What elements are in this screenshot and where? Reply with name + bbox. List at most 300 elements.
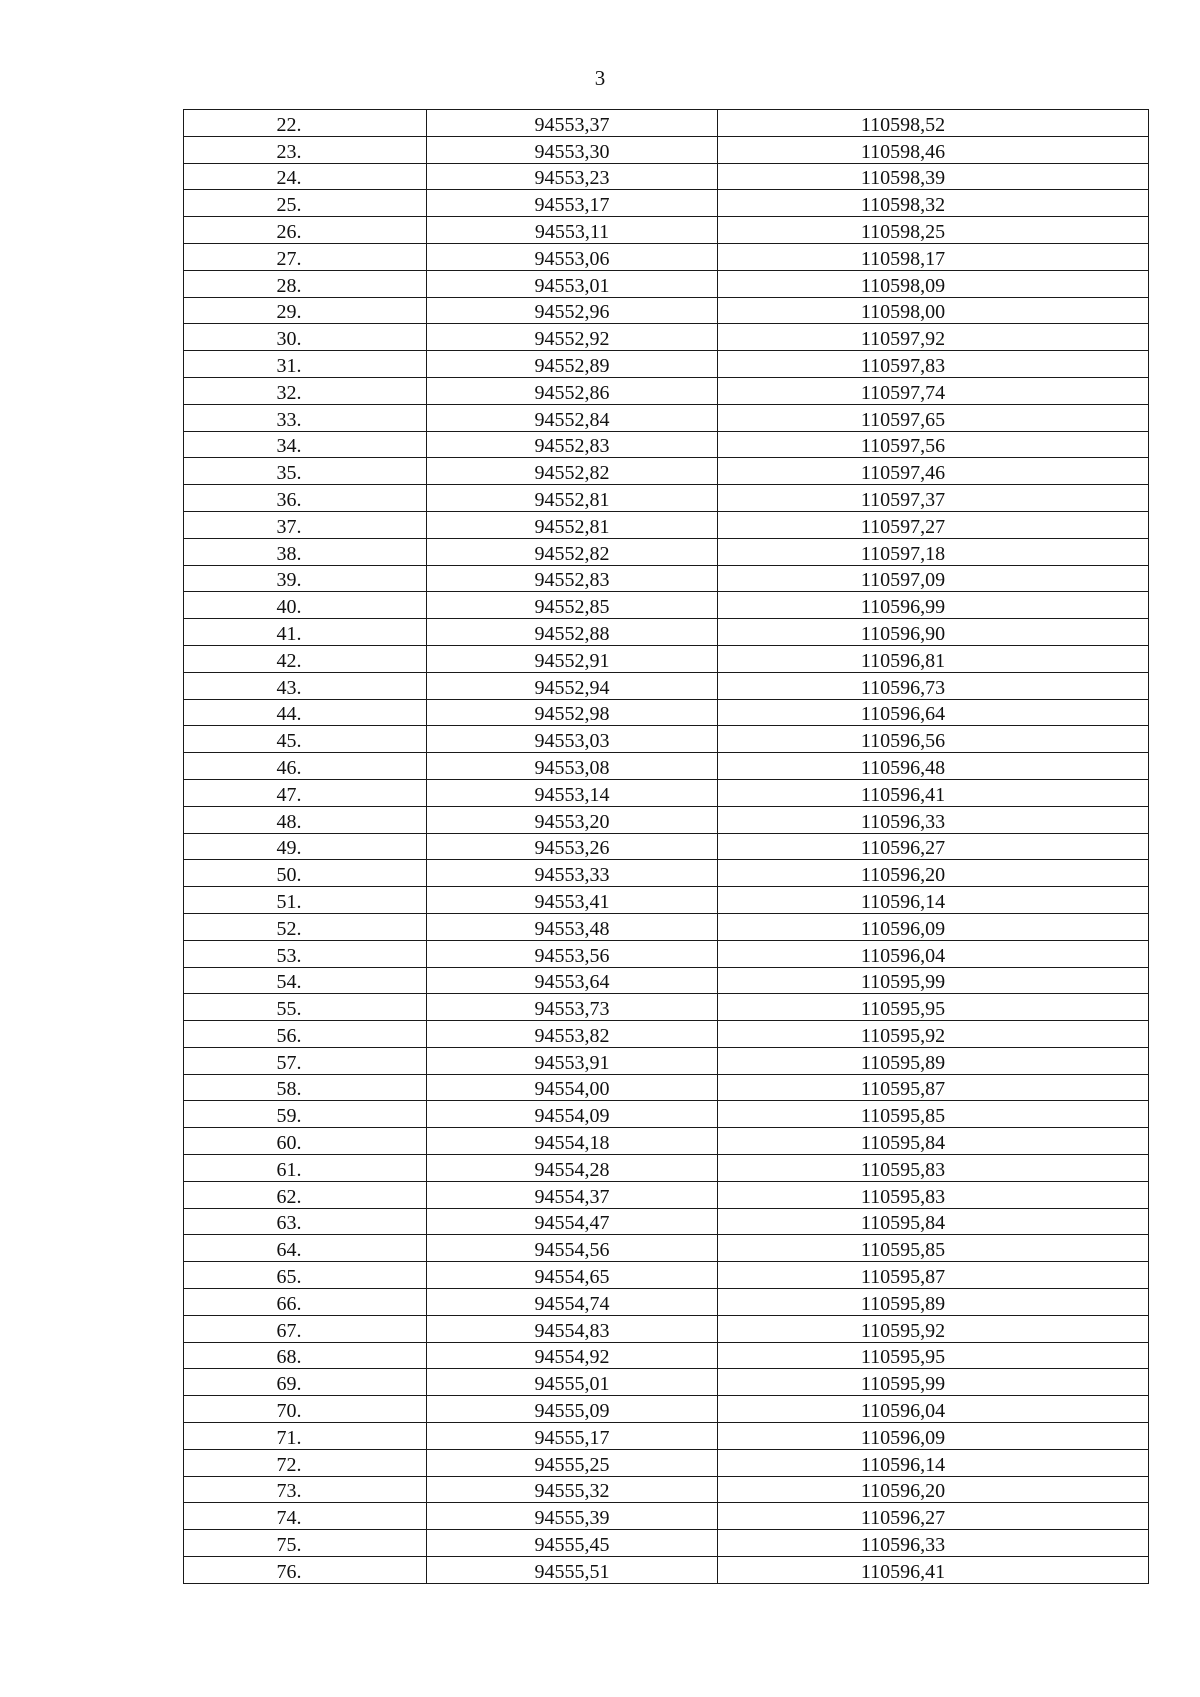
x-coordinate-cell bbox=[427, 485, 718, 512]
point-number-cell bbox=[184, 672, 427, 699]
point-number-cell-text: 65. bbox=[276, 1266, 302, 1289]
point-number-cell-text: 46. bbox=[276, 756, 302, 779]
y-coordinate-cell bbox=[718, 645, 1149, 672]
x-coordinate-cell-text: 94553,06 bbox=[534, 247, 610, 270]
x-coordinate-cell bbox=[427, 592, 718, 619]
table-row bbox=[184, 538, 1149, 565]
coordinates-table bbox=[183, 109, 1149, 1584]
y-coordinate-cell bbox=[718, 1208, 1149, 1235]
point-number-cell bbox=[184, 1101, 427, 1128]
y-coordinate-cell-text: 110595,89 bbox=[860, 1051, 946, 1074]
x-coordinate-cell bbox=[427, 297, 718, 324]
y-coordinate-cell-text: 110595,83 bbox=[860, 1158, 946, 1181]
point-number-cell bbox=[184, 645, 427, 672]
y-coordinate-cell-text: 110595,99 bbox=[860, 1373, 946, 1396]
point-number-cell-text: 52. bbox=[276, 917, 302, 940]
y-coordinate-cell bbox=[718, 994, 1149, 1021]
point-number-cell bbox=[184, 619, 427, 646]
coordinates-table-body bbox=[184, 110, 1149, 1584]
table-row bbox=[184, 833, 1149, 860]
y-coordinate-cell bbox=[718, 297, 1149, 324]
y-coordinate-cell bbox=[718, 431, 1149, 458]
x-coordinate-cell-text: 94552,96 bbox=[534, 301, 610, 324]
y-coordinate-cell-text: 110597,65 bbox=[860, 408, 946, 431]
x-coordinate-cell-text: 94553,91 bbox=[534, 1051, 610, 1074]
y-coordinate-cell bbox=[718, 511, 1149, 538]
x-coordinate-cell-text: 94553,64 bbox=[534, 971, 610, 994]
point-number-cell-text: 74. bbox=[276, 1507, 302, 1530]
point-number-cell bbox=[184, 592, 427, 619]
x-coordinate-cell-text: 94553,73 bbox=[534, 998, 610, 1021]
point-number-cell-text: 31. bbox=[276, 354, 302, 377]
y-coordinate-cell-text: 110595,87 bbox=[860, 1078, 946, 1101]
table-row bbox=[184, 297, 1149, 324]
x-coordinate-cell bbox=[427, 458, 718, 485]
y-coordinate-cell bbox=[718, 1155, 1149, 1182]
y-coordinate-cell bbox=[718, 726, 1149, 753]
x-coordinate-cell-text: 94552,83 bbox=[534, 569, 610, 592]
point-number-cell-text: 61. bbox=[276, 1158, 302, 1181]
table-row bbox=[184, 190, 1149, 217]
point-number-cell-text: 76. bbox=[276, 1560, 302, 1583]
y-coordinate-cell-text: 110596,09 bbox=[860, 917, 946, 940]
point-number-cell-text: 33. bbox=[276, 408, 302, 431]
y-coordinate-cell-text: 110596,20 bbox=[860, 864, 946, 887]
point-number-cell-text: 27. bbox=[276, 247, 302, 270]
point-number-cell bbox=[184, 538, 427, 565]
y-coordinate-cell bbox=[718, 538, 1149, 565]
point-number-cell-text: 70. bbox=[276, 1400, 302, 1423]
point-number-cell bbox=[184, 1557, 427, 1584]
y-coordinate-cell bbox=[718, 324, 1149, 351]
y-coordinate-cell bbox=[718, 672, 1149, 699]
y-coordinate-cell-text: 110595,99 bbox=[860, 971, 946, 994]
x-coordinate-cell bbox=[427, 324, 718, 351]
point-number-cell-text: 48. bbox=[276, 810, 302, 833]
table-row bbox=[184, 913, 1149, 940]
point-number-cell-text: 59. bbox=[276, 1105, 302, 1128]
y-coordinate-cell bbox=[718, 136, 1149, 163]
table-row bbox=[184, 110, 1149, 137]
y-coordinate-cell-text: 110598,25 bbox=[860, 220, 946, 243]
x-coordinate-cell-text: 94554,74 bbox=[534, 1292, 610, 1315]
x-coordinate-cell bbox=[427, 1315, 718, 1342]
y-coordinate-cell bbox=[718, 1101, 1149, 1128]
point-number-cell-text: 30. bbox=[276, 328, 302, 351]
point-number-cell bbox=[184, 967, 427, 994]
table-row bbox=[184, 1369, 1149, 1396]
x-coordinate-cell-text: 94553,17 bbox=[534, 194, 610, 217]
point-number-cell bbox=[184, 994, 427, 1021]
table-row bbox=[184, 270, 1149, 297]
x-coordinate-cell-text: 94552,81 bbox=[534, 488, 610, 511]
x-coordinate-cell-text: 94554,92 bbox=[534, 1346, 610, 1369]
y-coordinate-cell-text: 110597,09 bbox=[860, 569, 946, 592]
x-coordinate-cell-text: 94553,14 bbox=[534, 783, 610, 806]
page-number: 3 bbox=[594, 66, 606, 90]
x-coordinate-cell bbox=[427, 1423, 718, 1450]
y-coordinate-cell bbox=[718, 351, 1149, 378]
x-coordinate-cell bbox=[427, 1476, 718, 1503]
x-coordinate-cell bbox=[427, 1557, 718, 1584]
point-number-cell-text: 39. bbox=[276, 569, 302, 592]
y-coordinate-cell-text: 110595,95 bbox=[860, 998, 946, 1021]
point-number-cell-text: 55. bbox=[276, 998, 302, 1021]
y-coordinate-cell-text: 110595,85 bbox=[860, 1105, 946, 1128]
x-coordinate-cell-text: 94552,94 bbox=[534, 676, 610, 699]
y-coordinate-cell bbox=[718, 699, 1149, 726]
table-row bbox=[184, 779, 1149, 806]
y-coordinate-cell bbox=[718, 592, 1149, 619]
x-coordinate-cell-text: 94554,00 bbox=[534, 1078, 610, 1101]
x-coordinate-cell-text: 94555,17 bbox=[534, 1426, 610, 1449]
y-coordinate-cell-text: 110595,92 bbox=[860, 1319, 946, 1342]
point-number-cell-text: 40. bbox=[276, 596, 302, 619]
x-coordinate-cell-text: 94555,25 bbox=[534, 1453, 610, 1476]
y-coordinate-cell-text: 110595,84 bbox=[860, 1212, 946, 1235]
table-row bbox=[184, 1423, 1149, 1450]
table-row bbox=[184, 940, 1149, 967]
point-number-cell bbox=[184, 136, 427, 163]
x-coordinate-cell bbox=[427, 779, 718, 806]
x-coordinate-cell bbox=[427, 565, 718, 592]
y-coordinate-cell-text: 110598,00 bbox=[860, 301, 946, 324]
x-coordinate-cell bbox=[427, 163, 718, 190]
table-row bbox=[184, 1557, 1149, 1584]
y-coordinate-cell bbox=[718, 163, 1149, 190]
x-coordinate-cell bbox=[427, 1262, 718, 1289]
x-coordinate-cell-text: 94554,65 bbox=[534, 1266, 610, 1289]
y-coordinate-cell bbox=[718, 1530, 1149, 1557]
y-coordinate-cell-text: 110596,73 bbox=[860, 676, 946, 699]
table-row bbox=[184, 217, 1149, 244]
y-coordinate-cell bbox=[718, 940, 1149, 967]
y-coordinate-cell-text: 110598,39 bbox=[860, 167, 946, 190]
x-coordinate-cell-text: 94552,89 bbox=[534, 354, 610, 377]
x-coordinate-cell-text: 94552,82 bbox=[534, 542, 610, 565]
x-coordinate-cell-text: 94553,48 bbox=[534, 917, 610, 940]
point-number-cell bbox=[184, 324, 427, 351]
table-row bbox=[184, 404, 1149, 431]
point-number-cell-text: 66. bbox=[276, 1292, 302, 1315]
y-coordinate-cell-text: 110596,41 bbox=[860, 783, 946, 806]
x-coordinate-cell bbox=[427, 1208, 718, 1235]
x-coordinate-cell-text: 94553,82 bbox=[534, 1024, 610, 1047]
point-number-cell bbox=[184, 1342, 427, 1369]
point-number-cell-text: 71. bbox=[276, 1426, 302, 1449]
x-coordinate-cell bbox=[427, 753, 718, 780]
x-coordinate-cell bbox=[427, 1530, 718, 1557]
x-coordinate-cell bbox=[427, 377, 718, 404]
x-coordinate-cell-text: 94554,18 bbox=[534, 1132, 610, 1155]
y-coordinate-cell-text: 110595,84 bbox=[860, 1132, 946, 1155]
point-number-cell bbox=[184, 1155, 427, 1182]
table-row bbox=[184, 592, 1149, 619]
y-coordinate-cell bbox=[718, 1449, 1149, 1476]
y-coordinate-cell bbox=[718, 1476, 1149, 1503]
x-coordinate-cell bbox=[427, 994, 718, 1021]
x-coordinate-cell bbox=[427, 645, 718, 672]
y-coordinate-cell-text: 110597,56 bbox=[860, 435, 946, 458]
y-coordinate-cell bbox=[718, 1423, 1149, 1450]
point-number-cell bbox=[184, 1235, 427, 1262]
table-row bbox=[184, 243, 1149, 270]
table-row bbox=[184, 511, 1149, 538]
y-coordinate-cell bbox=[718, 1503, 1149, 1530]
y-coordinate-cell bbox=[718, 1557, 1149, 1584]
y-coordinate-cell-text: 110598,46 bbox=[860, 140, 946, 163]
y-coordinate-cell-text: 110595,87 bbox=[860, 1266, 946, 1289]
y-coordinate-cell-text: 110596,56 bbox=[860, 730, 946, 753]
y-coordinate-cell bbox=[718, 243, 1149, 270]
x-coordinate-cell-text: 94554,09 bbox=[534, 1105, 610, 1128]
point-number-cell bbox=[184, 1369, 427, 1396]
point-number-cell-text: 45. bbox=[276, 730, 302, 753]
y-coordinate-cell bbox=[718, 190, 1149, 217]
point-number-cell-text: 25. bbox=[276, 194, 302, 217]
x-coordinate-cell-text: 94552,88 bbox=[534, 622, 610, 645]
x-coordinate-cell-text: 94554,37 bbox=[534, 1185, 610, 1208]
x-coordinate-cell bbox=[427, 538, 718, 565]
table-row bbox=[184, 565, 1149, 592]
point-number-cell bbox=[184, 351, 427, 378]
y-coordinate-cell bbox=[718, 1128, 1149, 1155]
point-number-cell bbox=[184, 511, 427, 538]
point-number-cell bbox=[184, 1449, 427, 1476]
y-coordinate-cell bbox=[718, 619, 1149, 646]
point-number-cell bbox=[184, 1503, 427, 1530]
point-number-cell bbox=[184, 1208, 427, 1235]
y-coordinate-cell-text: 110597,18 bbox=[860, 542, 946, 565]
point-number-cell bbox=[184, 404, 427, 431]
x-coordinate-cell-text: 94553,01 bbox=[534, 274, 610, 297]
y-coordinate-cell bbox=[718, 779, 1149, 806]
x-coordinate-cell bbox=[427, 887, 718, 914]
table-row bbox=[184, 1262, 1149, 1289]
x-coordinate-cell-text: 94552,84 bbox=[534, 408, 610, 431]
point-number-cell-text: 54. bbox=[276, 971, 302, 994]
point-number-cell-text: 34. bbox=[276, 435, 302, 458]
table-row bbox=[184, 1449, 1149, 1476]
x-coordinate-cell bbox=[427, 1128, 718, 1155]
point-number-cell-text: 62. bbox=[276, 1185, 302, 1208]
table-row bbox=[184, 672, 1149, 699]
point-number-cell-text: 51. bbox=[276, 890, 302, 913]
table-row bbox=[184, 136, 1149, 163]
table-row bbox=[184, 806, 1149, 833]
table-row bbox=[184, 726, 1149, 753]
y-coordinate-cell bbox=[718, 753, 1149, 780]
table-row bbox=[184, 887, 1149, 914]
y-coordinate-cell bbox=[718, 1235, 1149, 1262]
point-number-cell bbox=[184, 887, 427, 914]
point-number-cell-text: 32. bbox=[276, 381, 302, 404]
y-coordinate-cell-text: 110596,27 bbox=[860, 1507, 946, 1530]
table-row bbox=[184, 1396, 1149, 1423]
point-number-cell-text: 24. bbox=[276, 167, 302, 190]
x-coordinate-cell bbox=[427, 404, 718, 431]
point-number-cell bbox=[184, 913, 427, 940]
x-coordinate-cell-text: 94553,11 bbox=[534, 220, 610, 243]
point-number-cell bbox=[184, 190, 427, 217]
point-number-cell-text: 47. bbox=[276, 783, 302, 806]
x-coordinate-cell bbox=[427, 511, 718, 538]
x-coordinate-cell-text: 94552,83 bbox=[534, 435, 610, 458]
x-coordinate-cell bbox=[427, 1369, 718, 1396]
table-row bbox=[184, 1101, 1149, 1128]
y-coordinate-cell bbox=[718, 1289, 1149, 1316]
y-coordinate-cell-text: 110596,90 bbox=[860, 622, 946, 645]
y-coordinate-cell-text: 110596,41 bbox=[860, 1560, 946, 1583]
x-coordinate-cell-text: 94554,28 bbox=[534, 1158, 610, 1181]
y-coordinate-cell-text: 110596,14 bbox=[860, 1453, 946, 1476]
table-row bbox=[184, 699, 1149, 726]
point-number-cell-text: 58. bbox=[276, 1078, 302, 1101]
point-number-cell bbox=[184, 297, 427, 324]
point-number-cell bbox=[184, 1074, 427, 1101]
point-number-cell-text: 57. bbox=[276, 1051, 302, 1074]
table-row bbox=[184, 1530, 1149, 1557]
x-coordinate-cell-text: 94552,98 bbox=[534, 703, 610, 726]
point-number-cell-text: 41. bbox=[276, 622, 302, 645]
x-coordinate-cell bbox=[427, 940, 718, 967]
table-row bbox=[184, 431, 1149, 458]
point-number-cell bbox=[184, 726, 427, 753]
table-row bbox=[184, 1208, 1149, 1235]
y-coordinate-cell-text: 110595,89 bbox=[860, 1292, 946, 1315]
y-coordinate-cell-text: 110597,74 bbox=[860, 381, 946, 404]
table-row bbox=[184, 1047, 1149, 1074]
y-coordinate-cell bbox=[718, 806, 1149, 833]
y-coordinate-cell-text: 110596,33 bbox=[860, 810, 946, 833]
x-coordinate-cell bbox=[427, 672, 718, 699]
point-number-cell-text: 44. bbox=[276, 703, 302, 726]
x-coordinate-cell-text: 94553,03 bbox=[534, 730, 610, 753]
y-coordinate-cell-text: 110596,20 bbox=[860, 1480, 946, 1503]
point-number-cell bbox=[184, 1128, 427, 1155]
y-coordinate-cell bbox=[718, 1315, 1149, 1342]
x-coordinate-cell bbox=[427, 1155, 718, 1182]
y-coordinate-cell bbox=[718, 404, 1149, 431]
y-coordinate-cell-text: 110598,32 bbox=[860, 194, 946, 217]
point-number-cell-text: 22. bbox=[276, 113, 302, 136]
y-coordinate-cell bbox=[718, 1342, 1149, 1369]
y-coordinate-cell-text: 110598,17 bbox=[860, 247, 946, 270]
y-coordinate-cell bbox=[718, 485, 1149, 512]
x-coordinate-cell bbox=[427, 351, 718, 378]
y-coordinate-cell bbox=[718, 913, 1149, 940]
x-coordinate-cell-text: 94553,37 bbox=[534, 113, 610, 136]
x-coordinate-cell-text: 94555,32 bbox=[534, 1480, 610, 1503]
point-number-cell bbox=[184, 1181, 427, 1208]
x-coordinate-cell-text: 94552,81 bbox=[534, 515, 610, 538]
point-number-cell-text: 68. bbox=[276, 1346, 302, 1369]
x-coordinate-cell-text: 94555,01 bbox=[534, 1373, 610, 1396]
y-coordinate-cell-text: 110597,46 bbox=[860, 462, 946, 485]
table-row bbox=[184, 1235, 1149, 1262]
point-number-cell bbox=[184, 217, 427, 244]
y-coordinate-cell-text: 110596,64 bbox=[860, 703, 946, 726]
x-coordinate-cell bbox=[427, 136, 718, 163]
y-coordinate-cell bbox=[718, 887, 1149, 914]
x-coordinate-cell bbox=[427, 806, 718, 833]
x-coordinate-cell bbox=[427, 431, 718, 458]
table-row bbox=[184, 324, 1149, 351]
point-number-cell-text: 67. bbox=[276, 1319, 302, 1342]
y-coordinate-cell-text: 110596,33 bbox=[860, 1534, 946, 1557]
point-number-cell-text: 60. bbox=[276, 1132, 302, 1155]
x-coordinate-cell bbox=[427, 217, 718, 244]
x-coordinate-cell-text: 94552,82 bbox=[534, 462, 610, 485]
y-coordinate-cell-text: 110596,81 bbox=[860, 649, 946, 672]
point-number-cell bbox=[184, 1476, 427, 1503]
point-number-cell bbox=[184, 1047, 427, 1074]
table-row bbox=[184, 1181, 1149, 1208]
x-coordinate-cell-text: 94553,56 bbox=[534, 944, 610, 967]
y-coordinate-cell-text: 110597,83 bbox=[860, 354, 946, 377]
point-number-cell bbox=[184, 565, 427, 592]
y-coordinate-cell-text: 110596,09 bbox=[860, 1426, 946, 1449]
x-coordinate-cell-text: 94553,08 bbox=[534, 756, 610, 779]
point-number-cell bbox=[184, 485, 427, 512]
point-number-cell bbox=[184, 110, 427, 137]
table-row bbox=[184, 860, 1149, 887]
point-number-cell bbox=[184, 1262, 427, 1289]
y-coordinate-cell bbox=[718, 833, 1149, 860]
point-number-cell bbox=[184, 1396, 427, 1423]
point-number-cell-text: 35. bbox=[276, 462, 302, 485]
x-coordinate-cell-text: 94554,56 bbox=[534, 1239, 610, 1262]
x-coordinate-cell-text: 94552,92 bbox=[534, 328, 610, 351]
y-coordinate-cell-text: 110595,85 bbox=[860, 1239, 946, 1262]
x-coordinate-cell bbox=[427, 1503, 718, 1530]
point-number-cell bbox=[184, 940, 427, 967]
point-number-cell-text: 29. bbox=[276, 301, 302, 324]
point-number-cell-text: 43. bbox=[276, 676, 302, 699]
point-number-cell-text: 26. bbox=[276, 220, 302, 243]
x-coordinate-cell-text: 94553,30 bbox=[534, 140, 610, 163]
x-coordinate-cell bbox=[427, 1449, 718, 1476]
x-coordinate-cell bbox=[427, 860, 718, 887]
point-number-cell-text: 28. bbox=[276, 274, 302, 297]
y-coordinate-cell-text: 110595,95 bbox=[860, 1346, 946, 1369]
point-number-cell bbox=[184, 163, 427, 190]
y-coordinate-cell bbox=[718, 270, 1149, 297]
x-coordinate-cell-text: 94553,26 bbox=[534, 837, 610, 860]
y-coordinate-cell-text: 110596,14 bbox=[860, 890, 946, 913]
x-coordinate-cell bbox=[427, 967, 718, 994]
y-coordinate-cell-text: 110596,48 bbox=[860, 756, 946, 779]
x-coordinate-cell bbox=[427, 1235, 718, 1262]
x-coordinate-cell bbox=[427, 1021, 718, 1048]
y-coordinate-cell bbox=[718, 1074, 1149, 1101]
table-row bbox=[184, 458, 1149, 485]
table-row bbox=[184, 645, 1149, 672]
point-number-cell-text: 63. bbox=[276, 1212, 302, 1235]
y-coordinate-cell bbox=[718, 565, 1149, 592]
point-number-cell bbox=[184, 1530, 427, 1557]
x-coordinate-cell bbox=[427, 699, 718, 726]
table-row bbox=[184, 1315, 1149, 1342]
point-number-cell-text: 56. bbox=[276, 1024, 302, 1047]
point-number-cell-text: 69. bbox=[276, 1373, 302, 1396]
x-coordinate-cell-text: 94553,23 bbox=[534, 167, 610, 190]
x-coordinate-cell bbox=[427, 1289, 718, 1316]
point-number-cell-text: 42. bbox=[276, 649, 302, 672]
y-coordinate-cell bbox=[718, 217, 1149, 244]
point-number-cell bbox=[184, 1289, 427, 1316]
table-row bbox=[184, 1021, 1149, 1048]
